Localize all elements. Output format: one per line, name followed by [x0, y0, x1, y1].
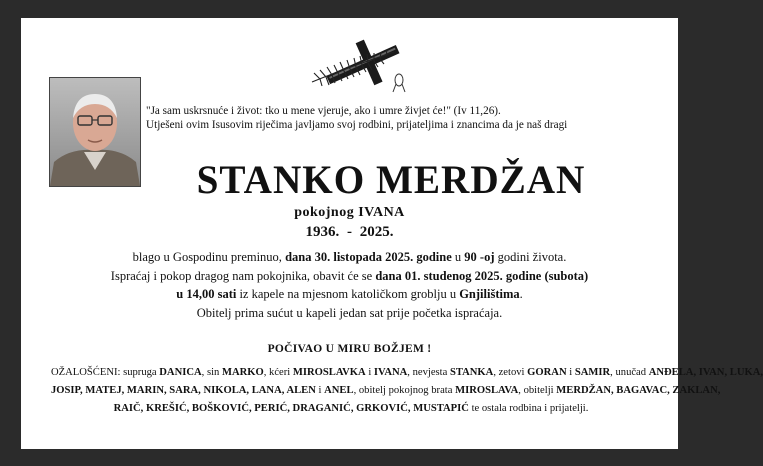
mourner-name: GORAN [527, 367, 567, 378]
mourners-list [51, 364, 763, 418]
mourner-name: ANĐELA, IVAN, LUKA, [648, 367, 763, 378]
mourners-line [51, 400, 651, 418]
mourner-name: MIROSLAVKA [292, 367, 366, 378]
mourner-name: MERDŽAN, BAGAVAC, ZAKLAN, [556, 385, 721, 396]
father-name: pokojnog IVANA [294, 205, 405, 220]
mourner-text: , kćeri [263, 367, 293, 378]
deceased-portrait-photo [49, 77, 141, 187]
quote-line: "Ja sam uskrsnuće i život: tko u mene vjeruje, ako i umre živjet će!" (Iv 11,26). [146, 105, 501, 117]
mourner-name: MIROSLAVA [455, 385, 519, 396]
mourner-text: , nevjesta [407, 367, 450, 378]
deceased-name: STANKO MERDŽAN [196, 157, 586, 202]
mourner-text: , unučad [610, 367, 649, 378]
condolence-notice: Obitelj prima sućut u kapeli jedan sat prije početka ispraćaja. [196, 305, 503, 320]
mourner-name: MARKO [221, 367, 264, 378]
mourner-name: SAMIR [574, 367, 611, 378]
announcement-line: Utješeni ovim Isusovim riječima javljamo svoj rodbini, prijateljima i znancima da je naš dragi [146, 119, 568, 131]
mourner-text: , sin [201, 367, 222, 378]
mourner-name: JOSIP, MATEJ, MARIN, SARA, NIKOLA, LANA, ALEN [51, 385, 316, 396]
funeral-notice: Ispraćaj i pokop dragog nam pokojnika, obavit će se dana 01. studenog 2025. godine (subota) [110, 268, 589, 283]
mourners-line [51, 382, 721, 400]
mourner-name: ANEL [324, 385, 354, 396]
mourner-name: RAIČ, KREŠIĆ, BOŠKOVIĆ, PERIĆ, DRAGANIĆ, GRKOVIĆ, MUSTAPIĆ [113, 403, 469, 414]
mourner-text: i [566, 367, 575, 378]
cross-with-palm-icon [306, 38, 412, 94]
bible-quote [146, 104, 666, 132]
rest-in-peace: POČIVAO U MIRU BOŽJEM ! [267, 343, 432, 355]
obituary-card [21, 18, 763, 449]
mourner-text: , zetovi [493, 367, 528, 378]
death-notice: blago u Gospodinu preminuo, dana 30. listopada 2025. godine u 90 -oj godini života. [132, 250, 567, 264]
mourner-name: IVANA [373, 367, 408, 378]
mourner-text: i [315, 385, 325, 396]
mourners-line [51, 364, 763, 382]
mourner-text: OŽALOŠĆENI: supruga [51, 367, 160, 378]
life-years: 1936. - 2025. [305, 224, 394, 240]
funeral-location: u 14,00 sati iz kapele na mjesnom katoličkom groblju u Gnjilištima. [176, 287, 523, 301]
mourner-text: i [365, 367, 374, 378]
mourner-text: te ostala rodbina i prijatelji. [468, 403, 589, 414]
mourner-text: , obitelj pokojnog brata [353, 385, 456, 396]
mourner-text: , obitelji [518, 385, 557, 396]
mourner-name: STANKA [449, 367, 494, 378]
mourner-name: DANICA [159, 367, 202, 378]
notice-body [21, 248, 678, 322]
